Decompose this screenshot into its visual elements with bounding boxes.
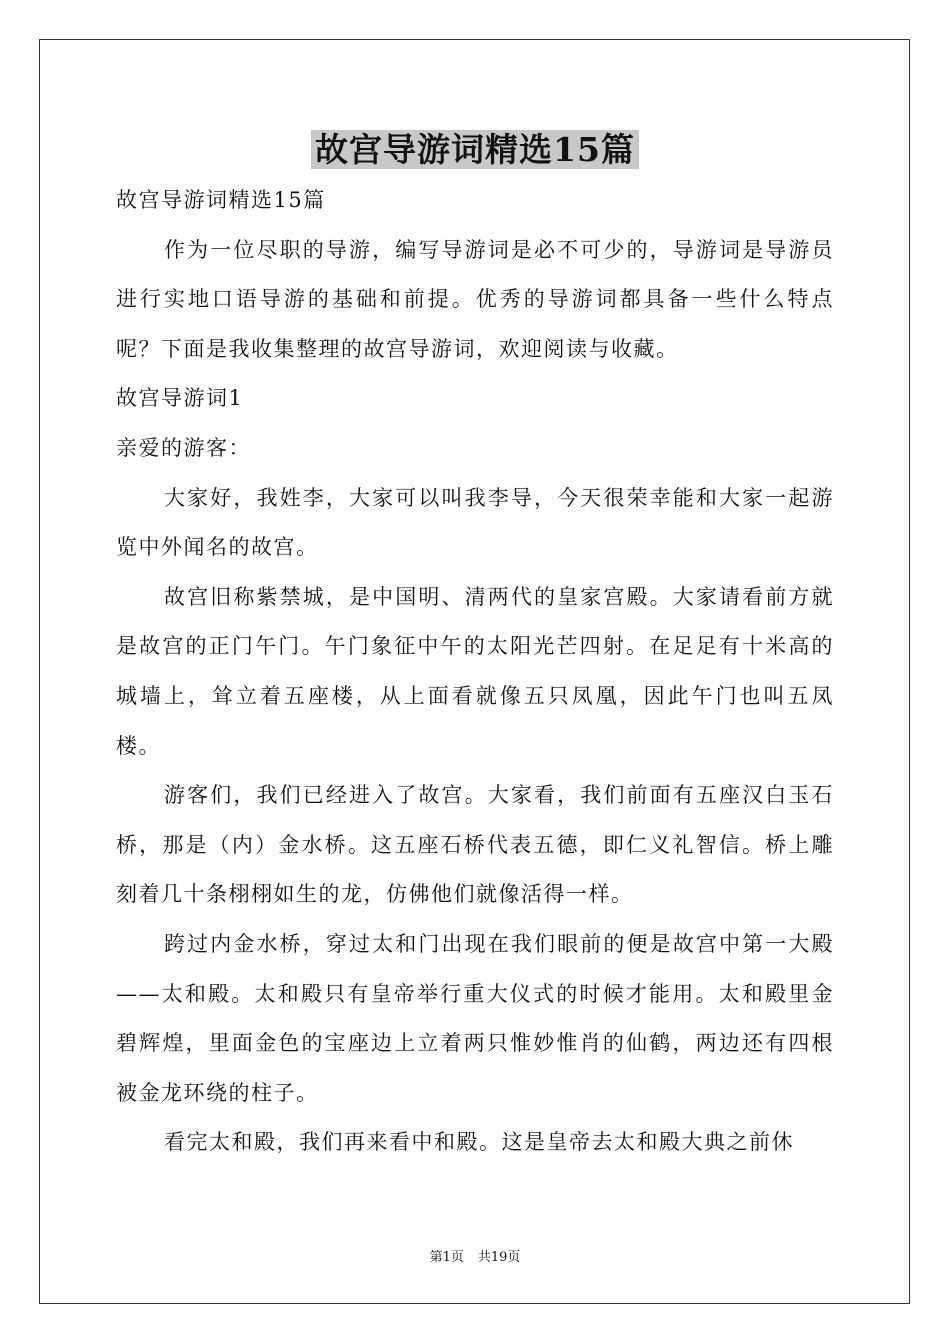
paragraph: 故宫导游词精选15篇 [116, 188, 326, 212]
paragraph: 看完太和殿，我们再来看中和殿。这是皇帝去太和殿大典之前休 [164, 1130, 794, 1155]
paragraph: 大家好，我姓李，大家可以叫我李导，今天很荣幸能和大家一起游览中外闻名的故宫。 [116, 485, 834, 560]
paragraph: 游客们，我们已经进入了故宫。大家看，我们前面有五座汉白玉石桥，那是（内）金水桥。这五座石桥代表五德，即仁义礼智信。桥上雕刻着几十条栩栩如生的龙，仿佛他们就像活得一样。 [116, 783, 834, 907]
section-heading: 故宫导游词1 [116, 386, 244, 411]
paragraph: 跨过内金水桥，穿过太和门出现在我们眼前的便是故宫中第一大殿——太和殿。太和殿只有皇帝举行重大仪式的时候才能用。太和殿里金碧辉煌，里面金色的宝座边上立着两只惟妙惟肖的仙鹤，两边还有四根被金龙环绕的柱子。 [116, 931, 834, 1105]
paragraph: 作为一位尽职的导游，编写导游词是必不可少的，导游词是导游员进行实地口语导游的基础和前提。优秀的导游词都具备一些什么特点呢？下面是我收集整理的故宫导游词，欢迎阅读与收藏。 [116, 237, 834, 361]
document-title [0, 128, 950, 172]
page-number: 第1页 [429, 1250, 464, 1265]
page-footer [0, 1249, 950, 1267]
paragraph: 故宫旧称紫禁城，是中国明、清两代的皇家宫殿。大家请看前方就是故宫的正门午门。午门象征中午的太阳光芒四射。在足足有十米高的城墙上，耸立着五座楼，从上面看就像五只凤凰，因此午门也叫五凤楼。 [116, 584, 834, 758]
page-total: 共19页 [477, 1250, 521, 1265]
document-title-text: 故宫导游词精选15篇 [311, 130, 639, 169]
document-body [116, 176, 834, 1168]
paragraph: 亲爱的游客： [116, 435, 251, 460]
